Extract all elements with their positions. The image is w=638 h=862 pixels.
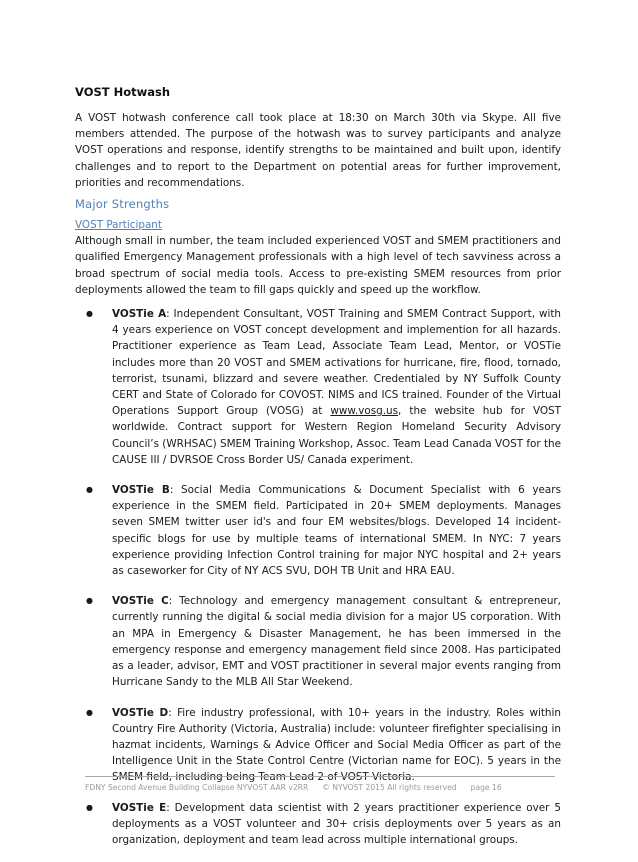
list-item [75, 705, 561, 786]
participant-paragraph: Although small in number, the team included experienced VOST and SMEM practitioners and qualified Emergency Management professionals with a high level of tech savviness across a broad spectrum of social media tools. Access to pre-existing SMEM resources from prior deployments allowed the team to fill gaps quickly and speed up the workflow. [75, 235, 561, 296]
list-item [75, 800, 561, 849]
section-title: VOST Hotwash [75, 85, 171, 99]
list-item [75, 482, 561, 579]
list-item [75, 593, 561, 690]
participant-text: : Fire industry professional, with 10+ years in the industry. Roles within Country Fire Authority (Victoria, Australia) include: volunteer firefighter specialising in hazmat incidents, Warnings & Advice Officer and Social Media Officer as part of the Intelligence Unit in the State Control Centre (Victorian name for EOC). 5 years in the SMEM field, including being Team Lead 2 of VOST Victoria. [112, 706, 561, 784]
participant-text: : Independent Consultant, VOST Training and SMEM Contract Support, with 4 years experience on VOST concept development and implemention for all hazards. Practitioner experience as Team Lead, Associate Team Lead, Mentor, or VOSTie includes more than 20 VOST and SMEM activations for hurricane, fire, flood, tornado, terrorist, tsunami, blizzard and severe weather. Credentialed by NY Suffolk County CERT and State of Colorado for COVOST. NIMS and ICS trained. Founder of the Virtual Operations Support Group (VOSG) at [112, 308, 561, 418]
participant-name: VOSTie D [112, 706, 169, 719]
hotwash-intro-paragraph: A VOST hotwash conference call took place at 18:30 on March 30th via Skype. All five members attended. The purpose of the hotwash was to survey participants and analyze VOST operations and response, identify strengths to be maintained and built upon, identify challenges and to report to the Department on potential areas for further improvement, priorities and recommendations. [75, 112, 561, 189]
bullet-icon: ● [86, 802, 93, 812]
participant-text: , the website hub for VOST worldwide. Contract support for Western Region Homeland Security Advisory Council’s (WRHSAC) SMEM Training Workshop, Assoc. Team Lead Canada VOST for the CAUSE III / DVRSOE Cross Border US/ Canada experiment. [112, 405, 562, 466]
vost-participant-subheading: VOST Participant [75, 219, 162, 232]
footer-copyright: © NYVOST 2015 All rights reserved [322, 783, 457, 792]
participant-name: VOSTie E [112, 801, 167, 814]
participant-description [112, 593, 561, 690]
vosg-website-link[interactable]: www.vosg.us [330, 405, 399, 418]
footer-page-number: page 16 [470, 783, 502, 792]
list-item [75, 306, 561, 468]
bullet-icon: ● [86, 485, 93, 495]
participant-description [112, 482, 561, 579]
bullet-icon: ● [86, 596, 93, 606]
page-footer [85, 776, 555, 792]
participant-text: : Social Media Communications & Document Specialist with 6 years experience in the SMEM field. Participated in 20+ SMEM deployments. Manages seven SMEM twitter user id's and four EM websites/blogs. Developed 14 incident-specific blogs for use by multiple teams of international SMEM. In NYC: 7 years experience providing Infection Control training for major NYC hospital and 2+ years as caseworker for City of NY ACS SVU, DOH TB Unit and HRA EAU. [112, 484, 561, 578]
participant-text: : Development data scientist with 2 years practitioner experience over 5 deployments as a VOST volunteer and 30+ crisis deployments over 5 years as an organization, deployment and team lead across multiple international groups. [112, 801, 562, 846]
page-content [75, 84, 561, 862]
participant-description [112, 705, 561, 786]
participant-name: VOSTie B [112, 484, 170, 497]
footer-document-title: FDNY Second Avenue Building Collapse NYVOST AAR v2RR [85, 783, 309, 792]
participant-name: VOSTie C [112, 595, 169, 608]
participant-name: VOSTie A [112, 308, 167, 321]
bullet-icon: ● [86, 707, 93, 717]
participant-list [75, 306, 561, 848]
major-strengths-heading: Major Strengths [75, 197, 170, 212]
participant-description [112, 306, 561, 468]
bullet-icon: ● [86, 309, 93, 319]
participant-text: : Technology and emergency management consultant & entrepreneur, currently running the digital & social media division for a major US corporation. With an MPA in Emergency & Disaster Management, he has been immersed in the emergency response and emergency management field since 2008. Has participated as a leader, advisor, EMT and VOST practitioner in several major events ranging from Hurricane Sandy to the MLB All Star Weekend. [112, 595, 561, 689]
participant-description [112, 800, 561, 849]
